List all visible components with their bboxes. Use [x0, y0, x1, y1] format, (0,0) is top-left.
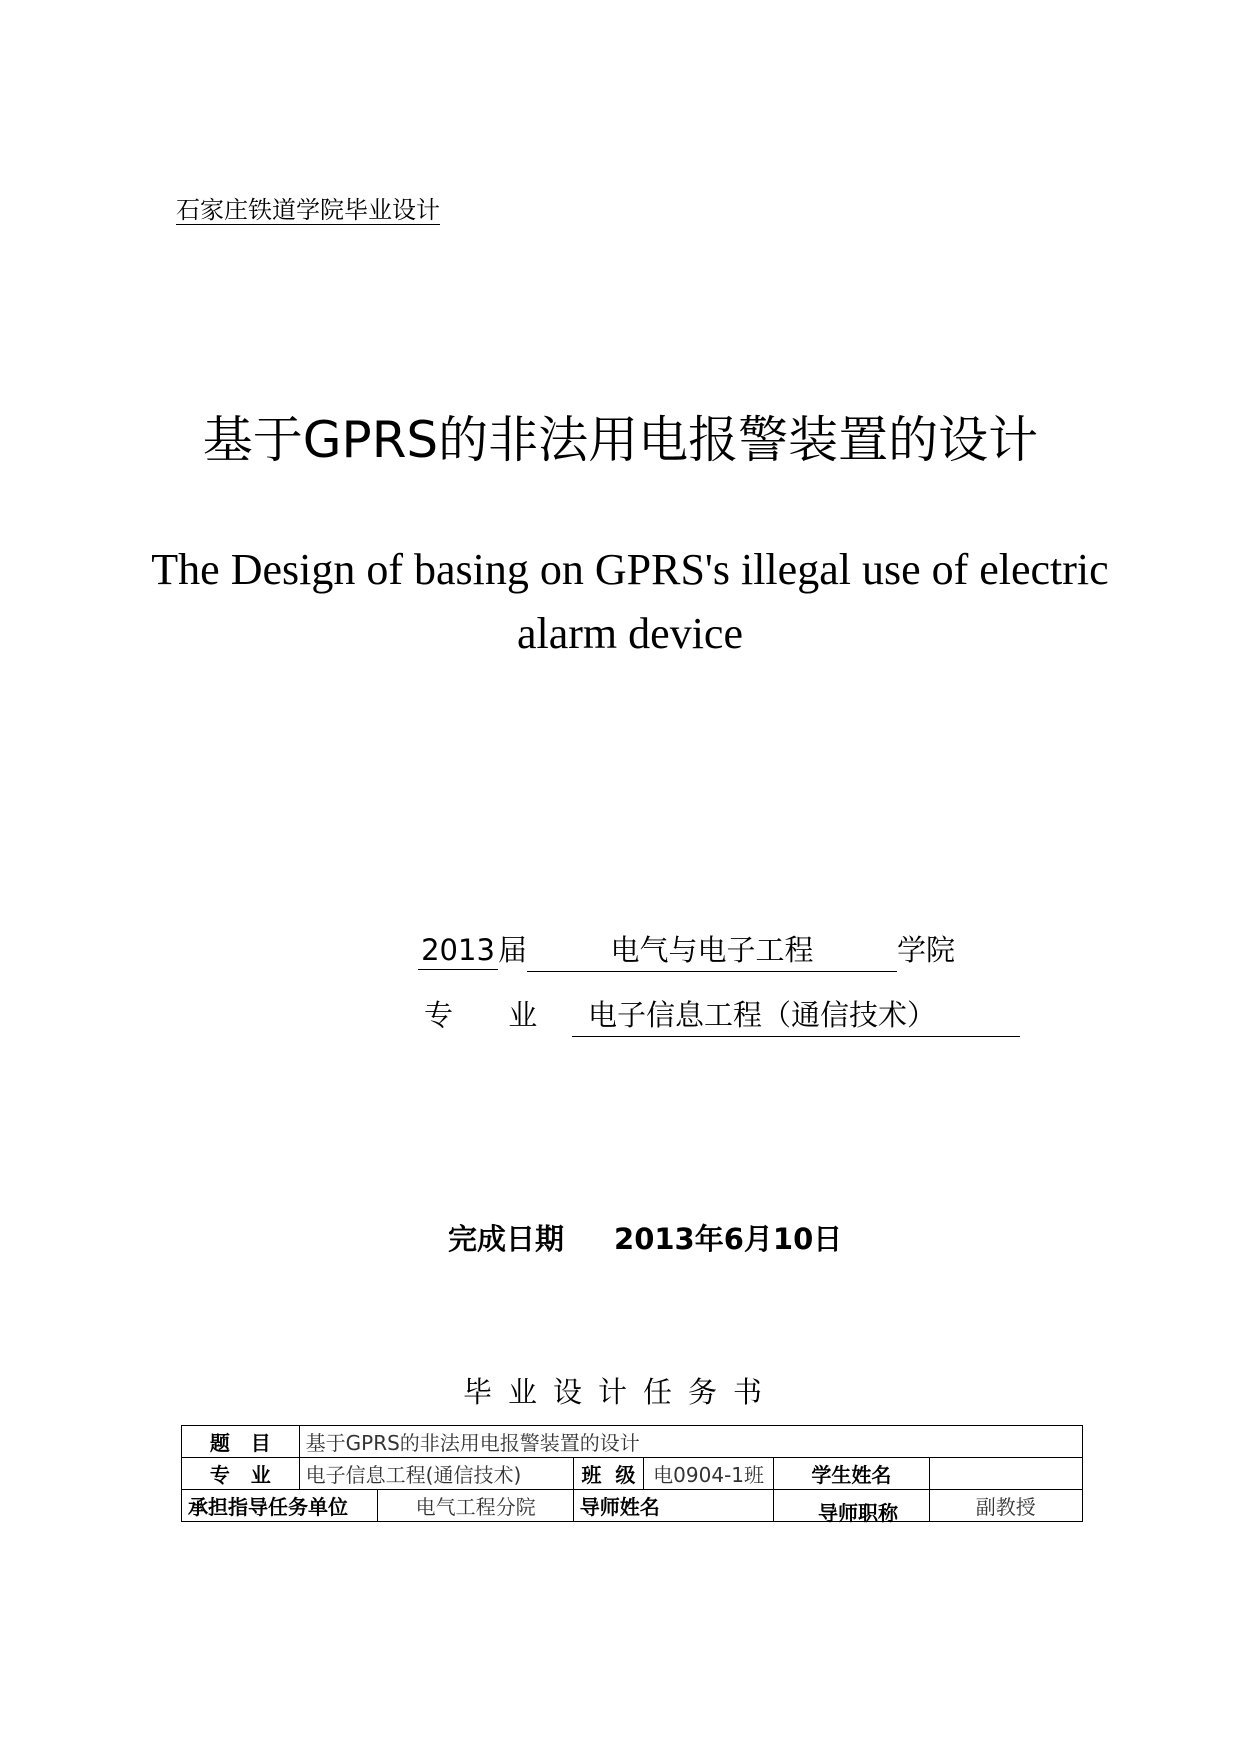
college-suffix: 学院 — [897, 933, 956, 967]
table-row — [182, 1426, 1083, 1458]
student-name-label: 学生姓名 — [774, 1458, 929, 1490]
session-college-line — [418, 928, 955, 972]
table-row — [182, 1490, 1083, 1522]
thesis-title-en-line2: alarm device — [517, 609, 743, 658]
advisor-name-label: 导师姓名 — [573, 1490, 773, 1522]
student-name-value — [929, 1458, 1082, 1490]
thesis-title-en-line1: The Design of basing on GPRS's illegal use of electric — [151, 545, 1109, 594]
task-book-heading: 毕业设计任务书 — [462, 1375, 778, 1409]
completion-date-label: 完成日期 — [448, 1222, 565, 1256]
advisor-title-value-text: 副教授 — [975, 1495, 1036, 1519]
table-row — [182, 1458, 1083, 1490]
class-value: 电0904-1班 — [644, 1458, 774, 1490]
session-year: 2013 — [418, 933, 498, 970]
session-label: 届 — [498, 933, 528, 967]
unit-value: 电气工程分院 — [378, 1490, 573, 1522]
topic-label: 题 目 — [182, 1426, 300, 1458]
major-value-cell: 电子信息工程(通信技术) — [299, 1458, 573, 1490]
unit-label: 承担指导任务单位 — [182, 1490, 378, 1522]
thesis-title-en — [120, 538, 1140, 666]
advisor-title-label: 导师职称 — [818, 1501, 898, 1525]
thesis-title-cn: 基于GPRS的非法用电报警装置的设计 — [202, 411, 1039, 469]
major-label-cell: 专 业 — [182, 1458, 300, 1490]
completion-date-value: 2013年6月10日 — [614, 1222, 843, 1256]
major-line — [424, 993, 1020, 1037]
advisor-title-value — [929, 1490, 1082, 1522]
institution-header: 石家庄铁道学院毕业设计 — [176, 196, 440, 224]
task-info-table — [181, 1425, 1083, 1522]
college-name: 电气与电子工程 — [527, 928, 897, 972]
completion-date-line — [448, 1217, 842, 1258]
major-label: 专 业 — [424, 998, 538, 1032]
class-label: 班 级 — [573, 1458, 643, 1490]
major-value: 电子信息工程（通信技术） — [572, 993, 1020, 1037]
topic-value: 基于GPRS的非法用电报警装置的设计 — [299, 1426, 1082, 1458]
